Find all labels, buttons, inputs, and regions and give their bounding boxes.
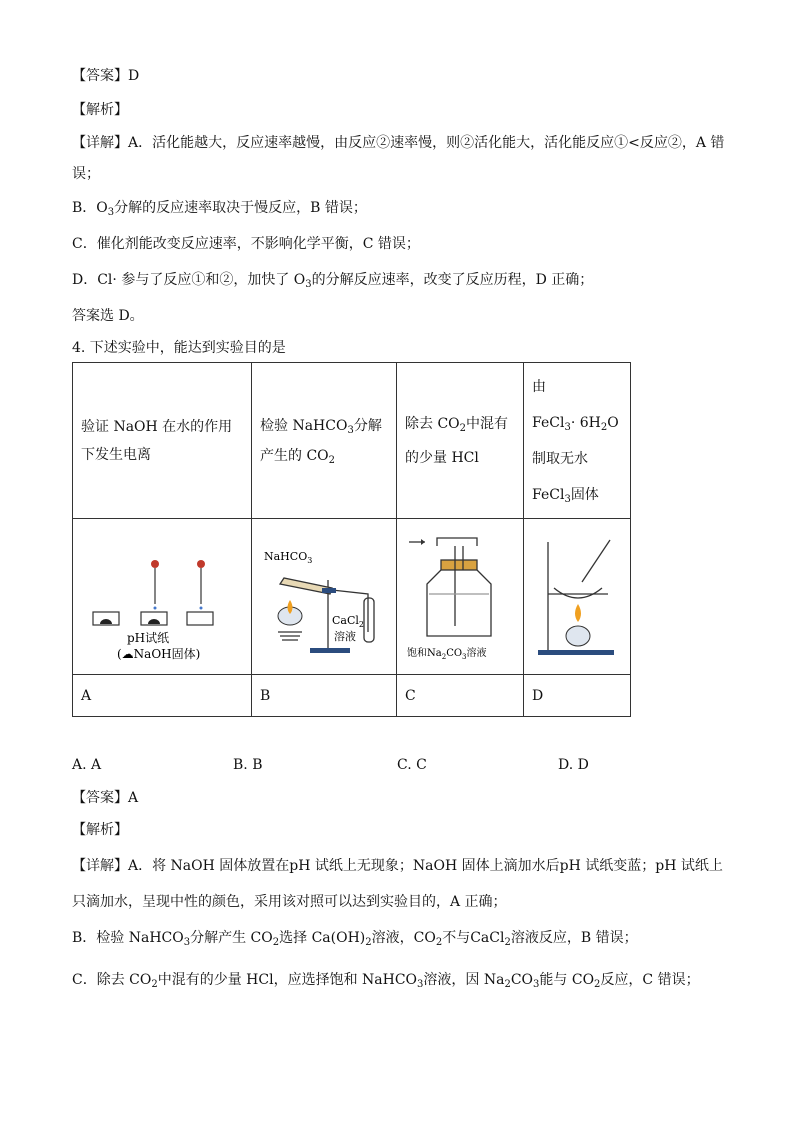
- q3-option-c-explanation: C．催化剂能改变反应速率，不影响化学平衡，C 错误；: [72, 236, 420, 252]
- q3-detail-line-1: 【详解】A．活化能越大，反应速率越慢，由反应②速率慢，则②活化能大，活化能反应①<反应②，A 错: [72, 135, 725, 151]
- q4-analysis-heading: 【解析】: [72, 822, 128, 838]
- fig-b-label-1: NaHCO$_3$: [264, 549, 313, 565]
- q3-conclusion: 答案选 D。: [72, 308, 144, 324]
- figure-d-cell: [524, 519, 631, 675]
- option-a: A. A: [72, 757, 102, 773]
- q3-answer: 【答案】D: [72, 68, 140, 84]
- fig-a-label-1: pH试纸: [127, 630, 170, 645]
- q3-detail-line-1b: 误；: [72, 166, 100, 182]
- figure-d-evaporating-dish: [532, 532, 622, 662]
- q4-option-b-explanation: B．检验 NaHCO$_3$分解产生 $CO_2$选择 $Ca(OH)_2$溶液，$CO_2$不与CaCl$_2$溶液反应，B 错误；: [72, 930, 638, 948]
- experiment-table: [72, 362, 631, 717]
- q4-option-c-explanation: C．除去 $CO_2$中混有的少量 HCl，应选择饱和 NaHCO$_3$溶液，因 $Na_2CO_3$能与 $CO_2$反应，C 错误；: [72, 972, 700, 990]
- fig-b-label-2: CaCl$_2$: [332, 613, 365, 629]
- purpose-d: 由 FeCl$_3$· $6H_2O$ 制取无水 FeCl$_3$固体: [524, 363, 631, 519]
- label-d: D: [524, 675, 631, 717]
- label-a: A: [73, 675, 252, 717]
- option-d: D. D: [558, 757, 589, 773]
- fig-a-label-2: (☁NaOH固体): [117, 646, 201, 661]
- figure-a-ph-paper: [87, 532, 237, 662]
- figure-b-heating-apparatus: [260, 532, 388, 662]
- q4-stem: 4. 下述实验中，能达到实验目的是: [72, 340, 286, 356]
- label-c: C: [397, 675, 524, 717]
- q3-option-d-explanation: D．Cl· 参与了反应①和②，加快了 $O_3$的分解反应速率，改变了反应历程，D 正确；: [72, 272, 594, 290]
- q4-answer: 【答案】A: [72, 790, 139, 806]
- option-b: B. B: [233, 757, 263, 773]
- label-b: B: [252, 675, 397, 717]
- fig-b-label-3: 溶液: [334, 629, 356, 643]
- q4-detail-line-1b: 只滴加水，呈现中性的颜色，采用该对照可以达到实验目的，A 正确；: [72, 894, 507, 910]
- option-c: C. C: [397, 757, 427, 773]
- purpose-c: 除去 $CO_2$中混有的少量 HCl: [397, 363, 524, 519]
- figure-b-cell: [252, 519, 397, 675]
- purpose-b: 检验 NaHCO$_3$分解产生的 $CO_2$: [252, 363, 397, 519]
- figure-c-cell: [397, 519, 524, 675]
- figure-a-cell: [73, 519, 252, 675]
- purpose-a: 验证 NaOH 在水的作用下发生电离: [73, 363, 252, 519]
- q3-option-b-explanation: B．$O_3$分解的反应速率取决于慢反应，B 错误；: [72, 200, 367, 218]
- figure-c-gas-washing-bottle: [405, 532, 515, 662]
- q4-detail-line-1: 【详解】A．将 NaOH 固体放置在pH 试纸上无现象；NaOH 固体上滴加水后pH 试纸变蓝；pH 试纸上: [72, 858, 723, 874]
- q3-analysis-heading: 【解析】: [72, 102, 128, 118]
- fig-c-label: 饱和$Na_2CO_3$溶液: [407, 647, 487, 661]
